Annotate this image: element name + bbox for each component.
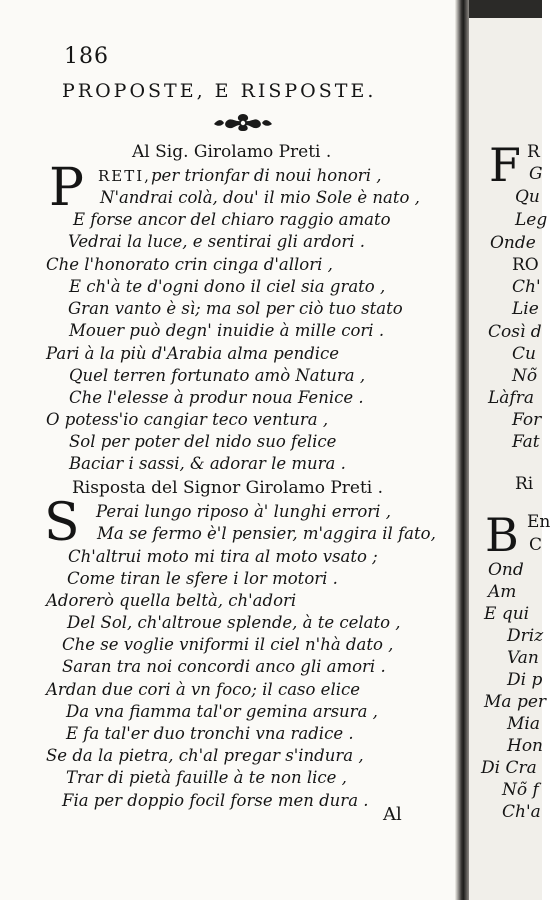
facing-page-fragment-line: En (527, 512, 550, 532)
facing-page-fragment-line: Fat (512, 432, 540, 452)
verse-line: Che se voglie vniformi il ciel n'hà dato , (62, 635, 394, 654)
facing-page-fragment-line: Van (507, 648, 539, 668)
facing-page-fragment-line: Di Cra (481, 758, 537, 778)
verse-line: Ardan due cori à vn foco; il caso elice (46, 680, 360, 699)
verse-line: Vedrai la luce, e sentirai gli ardori . (68, 232, 365, 251)
facing-page-fragment-line: Ch' (512, 277, 541, 297)
verse-line: E forse ancor del chiaro raggio amato (73, 210, 391, 229)
verse-line: Sol per poter del nido suo felice (69, 432, 337, 451)
facing-page-fragment-line: For (512, 410, 542, 430)
facing-page-fragment-line: Lie (512, 299, 539, 319)
book-gutter (455, 0, 469, 900)
verse-line: Mouer può degn' inuidie à mille cori . (69, 321, 385, 340)
poem-heading: Risposta del Signor Girolamo Preti . (72, 478, 384, 498)
verse-line: Che l'honorato crin cinga d'allori , (46, 255, 333, 274)
facing-page-fragment-line: Di p (507, 670, 543, 690)
verse-line: per trionfar di noui honori , (151, 166, 382, 185)
facing-page-fragment-line: C (529, 535, 543, 555)
verse-line: Che l'elesse à produr noua Fenice . (69, 388, 364, 407)
verse-line: Trar di pietà fauille à te non lice , (66, 768, 347, 787)
verse-line: Saran tra noi concordi anco gli amori . (62, 657, 386, 676)
facing-page-fragment-line: F (489, 138, 521, 192)
drop-cap-word-rest: RETI, (98, 167, 151, 185)
verse-line: N'andrai colà, dou' il mio Sole è nato , (100, 188, 420, 207)
facing-page-fragment-line: Mia (507, 714, 540, 734)
verse-line: Del Sol, ch'altroue splende, à te celato , (67, 613, 401, 632)
facing-page-fragment-line: R (527, 142, 540, 162)
drop-cap: P (49, 158, 84, 218)
verse-line: Ch'altrui moto mi tira al moto vsato ; (68, 547, 378, 566)
facing-page-fragment-line: Nõ (512, 366, 538, 386)
poem-heading: Al Sig. Girolamo Preti . (132, 142, 332, 162)
facing-page-fragment-line: RO (512, 255, 539, 275)
facing-page-fragment-line: Ma per (484, 692, 547, 712)
facing-page-fragment-line: E qui (484, 604, 530, 624)
drop-cap: S (44, 493, 80, 553)
verse-line: Adorerò quella beltà, ch'adori (46, 591, 297, 610)
verse-line: Ma se fermo è'l pensier, m'aggira il fato, (97, 524, 436, 543)
facing-page-fragment-line: Qu (515, 187, 540, 207)
fleuron-ornament (210, 110, 276, 134)
facing-page-fragment-line: Ond (488, 560, 524, 580)
verse-line: Come tiran le sfere i lor motori . (67, 569, 338, 588)
verse-line: Baciar i sassi, & adorar le mura . (69, 454, 346, 473)
facing-page-fragment-line: Làfra (488, 388, 534, 408)
facing-page-fragment (469, 0, 550, 900)
page-number: 186 (64, 44, 109, 69)
verse-line: Quel terren fortunato amò Natura , (69, 366, 366, 385)
verse-line: E fa tal'er duo tronchi vna radice . (66, 724, 354, 743)
verse-line: Pari à la più d'Arabia alma pendice (46, 344, 340, 363)
facing-page-fragment-line: G (529, 164, 543, 184)
verse-line: Da vna fiamma tal'or gemina arsura , (66, 702, 378, 721)
facing-page-fragment-line: Ch'a (502, 802, 541, 822)
catchword: Al (383, 804, 402, 825)
verse-line: Fia per doppio focil forse men dura . (62, 791, 369, 810)
facing-page-fragment-line: B (485, 508, 519, 562)
facing-page-fragment-line: Leg (515, 210, 548, 230)
facing-page-fragment-line: Nõ f (502, 780, 539, 800)
facing-page-fragment-line: Cu (512, 344, 536, 364)
facing-page-fragment-line: Am (488, 582, 517, 602)
verse-line: O potess'io cangiar teco ventura , (46, 410, 329, 429)
facing-page-fragment-line: Ri (515, 474, 534, 494)
verse-line: Gran vanto è sì; ma sol per ciò tuo stato (68, 299, 403, 318)
running-title: PROPOSTE, E RISPOSTE. (62, 80, 377, 102)
page-shadow (469, 0, 542, 18)
verse-line: Perai lungo riposo à' lunghi errori , (96, 502, 391, 521)
verse-line: Se da la pietra, ch'al pregar s'indura , (46, 746, 364, 765)
verse-line: E ch'à te d'ogni dono il ciel sia grato , (69, 277, 386, 296)
facing-page-fragment-line: Driz (507, 626, 544, 646)
facing-page-fragment-line: Onde (490, 233, 536, 253)
facing-page-fragment-line: Così d (488, 322, 542, 342)
facing-page-fragment-line: Hon (507, 736, 544, 756)
